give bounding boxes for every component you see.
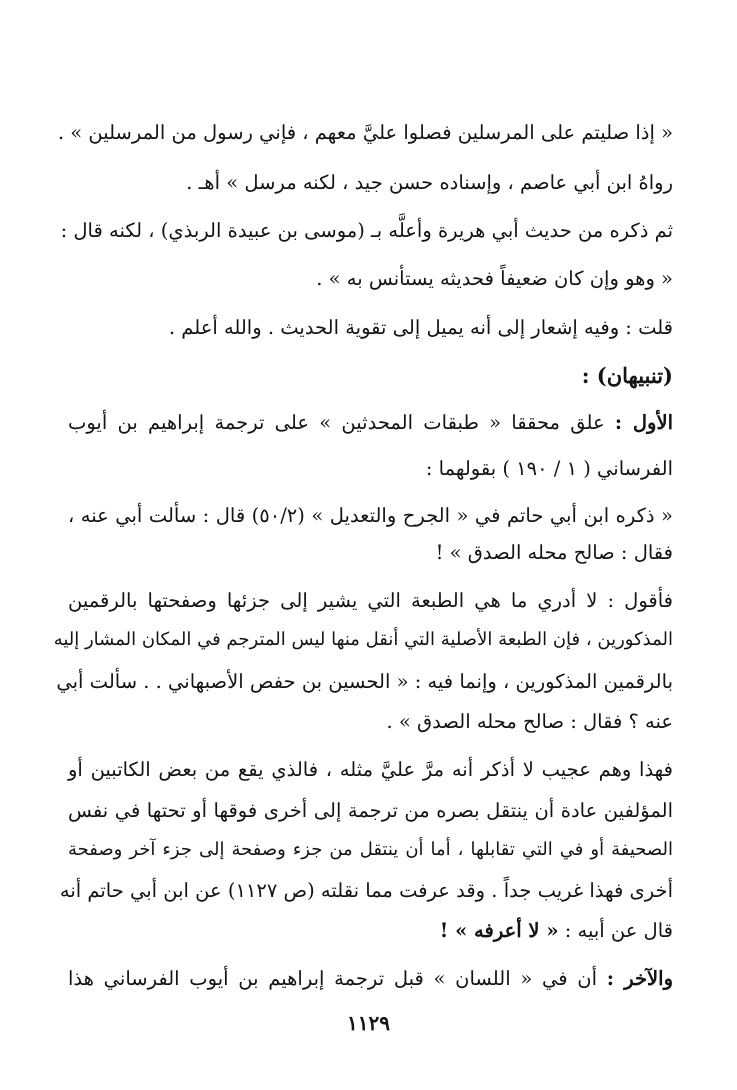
text-line: عنه ؟ فقال : صالح محله الصدق » . <box>386 710 673 733</box>
quote-line: « ذكره ابن أبي حاتم في « الجرح والتعديل » (٥٠/٢) قال : سألت أبي عنه ، <box>68 504 673 527</box>
text-line: « إذا صليتم على المرسلين فصلوا عليَّ معهم ، فإني رسول من المرسلين » . <box>57 121 673 144</box>
last-note-label: والآخر : <box>606 967 673 990</box>
text-line <box>68 966 673 991</box>
text-line: الفرساني ( ١ / ١٩٠ ) بقولهما : <box>425 457 673 480</box>
text-line: المؤلفين عادة أن ينتقل بصره من ترجمة إلى أخرى فوقها أو تحتها في نفس <box>68 799 673 822</box>
quote-line: فقال : صالح محله الصدق » ! <box>435 541 673 564</box>
text-line: المذكورين ، فإن الطبعة الأصلية التي أنقل منها ليس المترجم في المكان المشار إليه <box>53 629 673 650</box>
text-line: قلت : وفيه إشعار إلى أنه يميل إلى تقوية الحديث . والله أعلم . <box>168 316 673 339</box>
first-note-text: علق محققا « طبقات المحدثين » على ترجمة إبراهيم بن أيوب <box>68 411 615 434</box>
text-line: فأقول : لا أدري ما هي الطبعة التي يشير إلى جزئها وصفحتها بالرقمين <box>68 589 673 612</box>
page-number: ١١٢٩ <box>347 1011 390 1035</box>
text-line: الصحيفة أو في التي تقابلها ، أما أن ينتقل من جزء وصفحة إلى جزء آخر وصفحة <box>68 839 673 860</box>
text-line <box>68 410 673 435</box>
text-line: بالرقمين المذكورين ، وإنما فيه : « الحسين بن حفص الأصبهاني . . سألت أبي <box>56 670 673 693</box>
quoted-phrase: « لا أعرفه » ! <box>439 919 559 942</box>
text-line: ثم ذكره من حديث أبي هريرة وأعلَّه بـ (موسى بن عبيدة الربذي) ، لكنه قال : <box>60 219 673 242</box>
last-note-text: أن في « اللسان » قبل ترجمة إبراهيم بن أيوب الفرساني هذا <box>68 967 607 990</box>
text-line: « وهو وإن كان ضعيفاً فحديثه يستأنس به » . <box>316 267 673 290</box>
text-line: أخرى فهذا غريب جداً . وقد عرفت مما نقلته (ص ١١٢٧) عن ابن أبي حاتم أنه <box>59 879 673 902</box>
text-line: فهذا وهم عجيب لا أذكر أنه مرَّ عليَّ مثله ، فالذي يقع من بعض الكاتبين أو <box>68 758 673 781</box>
first-note-label: الأول : <box>614 411 673 434</box>
text-span: قال عن أبيه : <box>558 919 673 942</box>
text-line <box>68 918 673 943</box>
section-heading: (تنبيهان) : <box>581 363 673 388</box>
text-line: رواهُ ابن أبي عاصم ، وإسناده حسن جيد ، لكنه مرسل » أهـ . <box>186 171 673 194</box>
